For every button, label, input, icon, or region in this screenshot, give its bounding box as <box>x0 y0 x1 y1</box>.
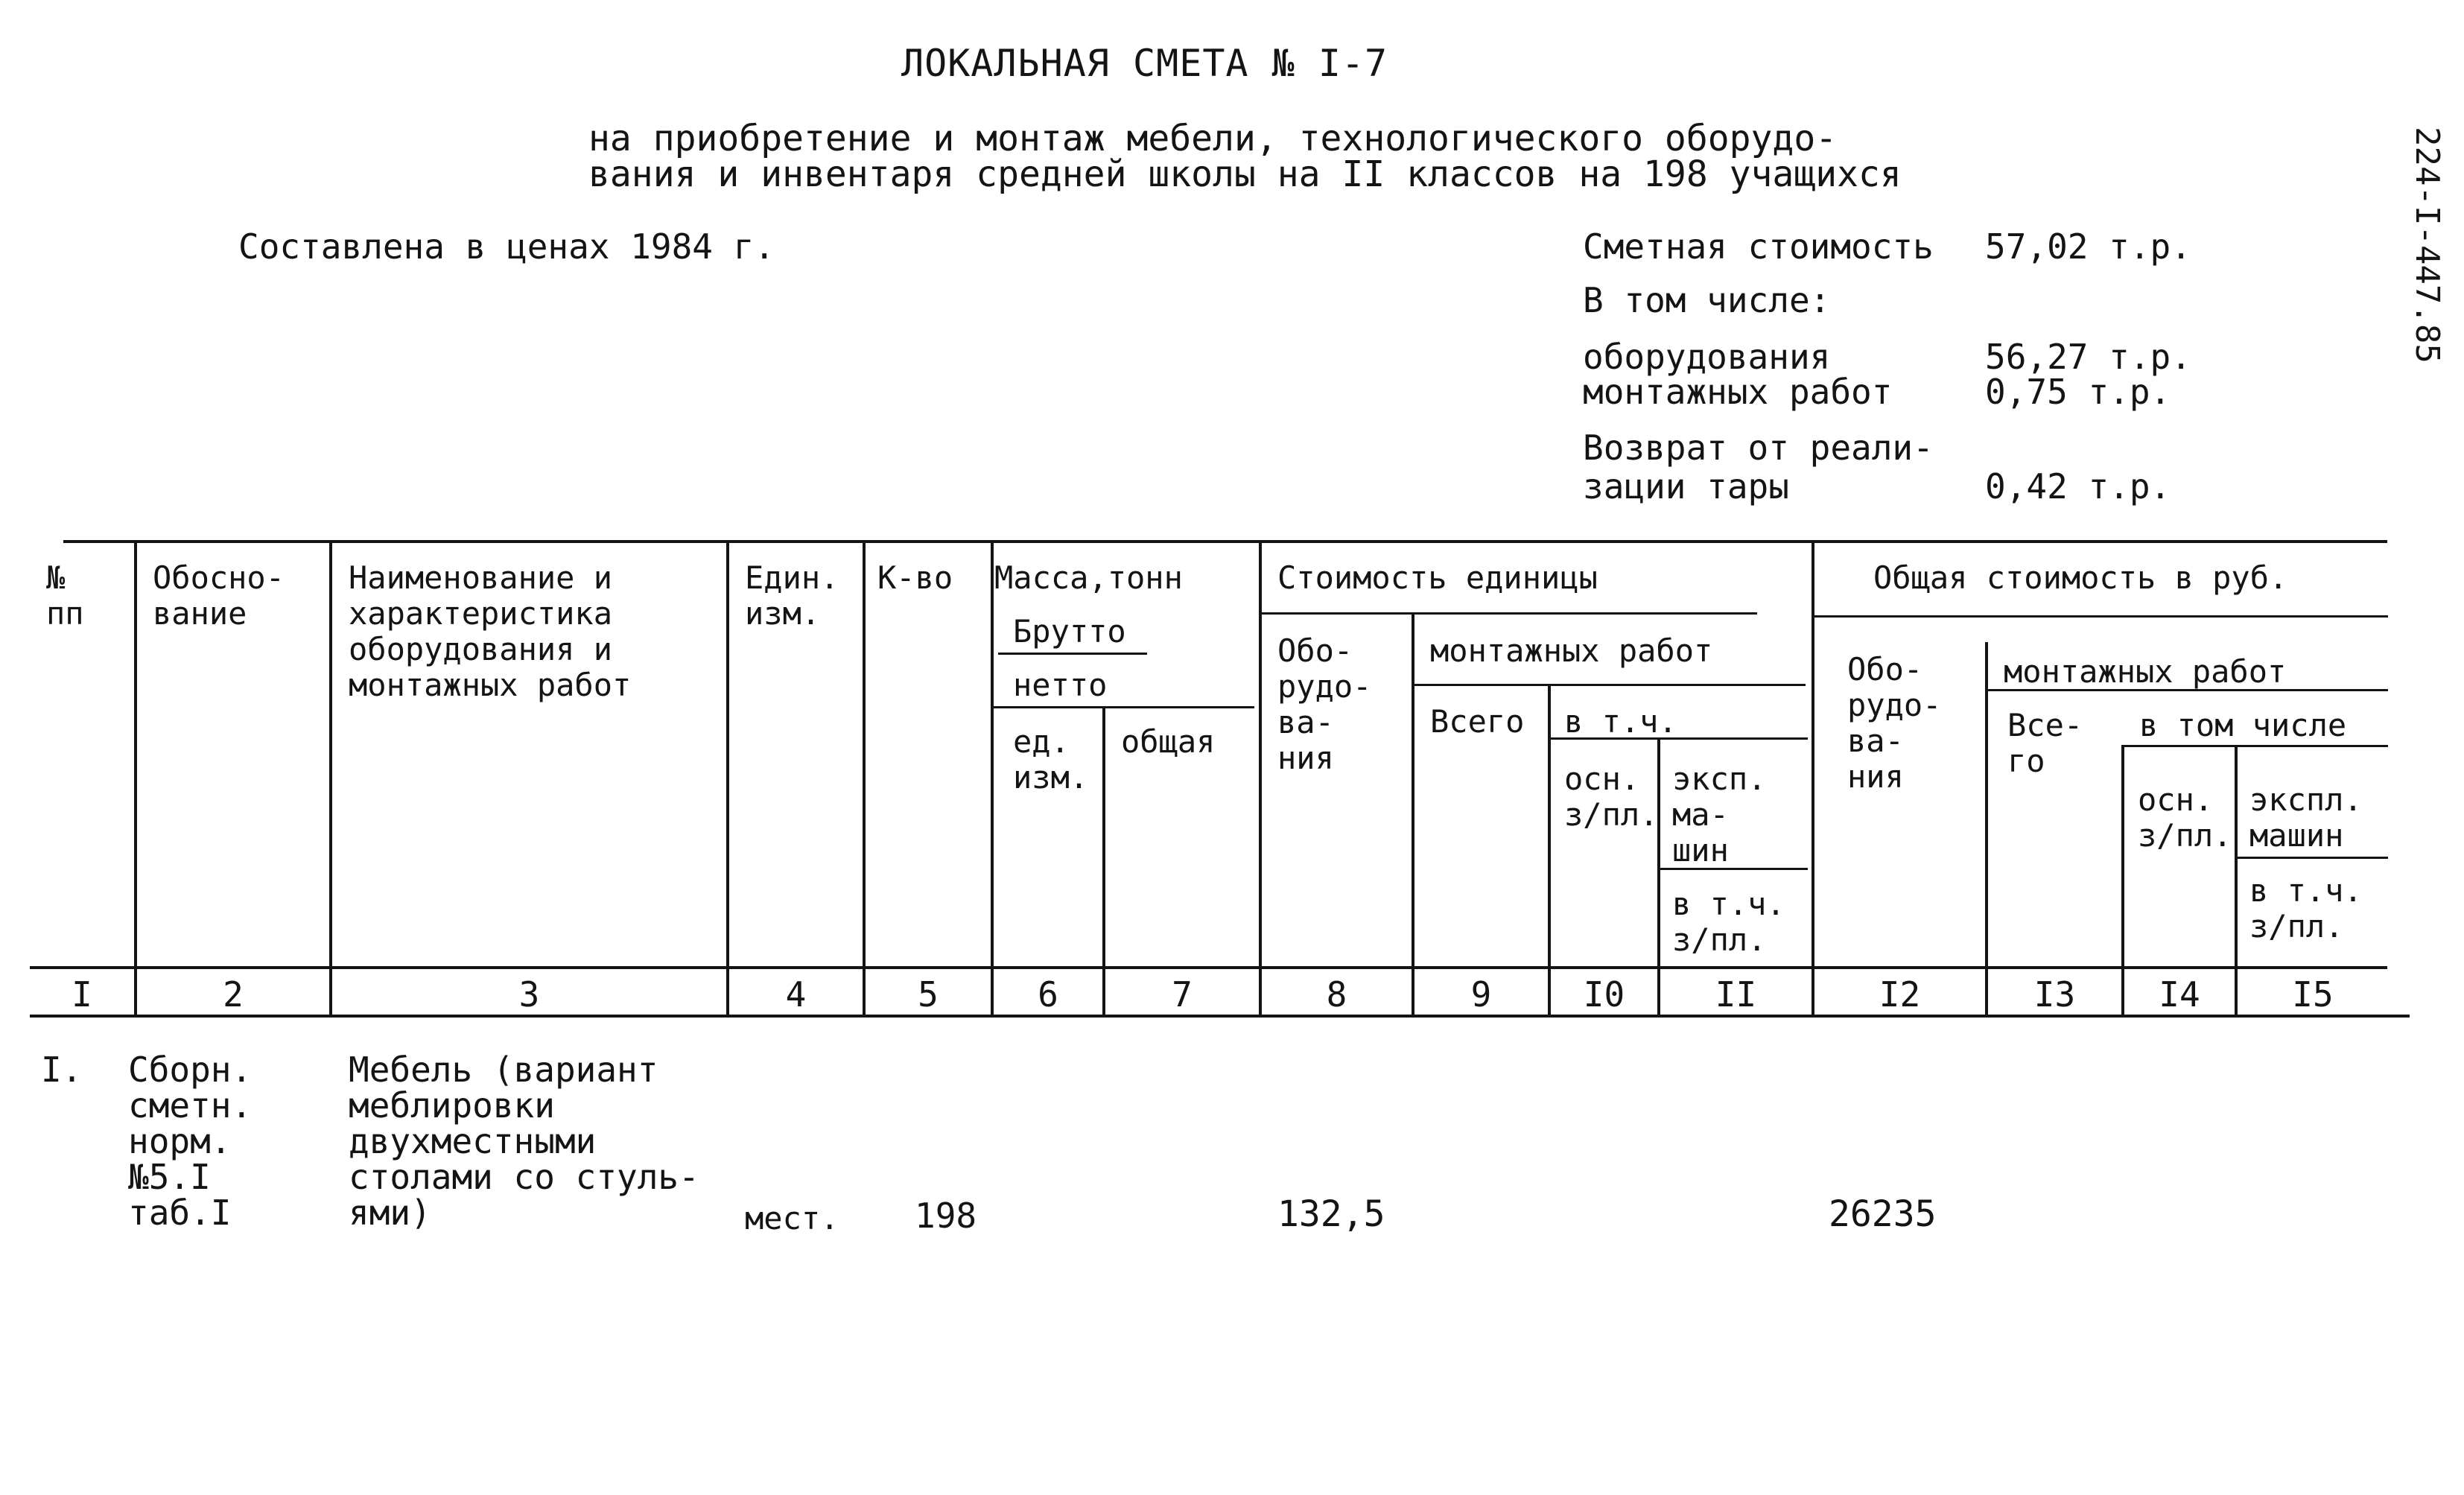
header-col-5: К-во <box>877 559 953 596</box>
install-label: монтажных работ <box>1583 372 1893 412</box>
header-col-14: осн. з/пл. <box>2138 781 2232 854</box>
vline-11 <box>1812 542 1814 1016</box>
header-netto: нетто <box>1013 667 1108 703</box>
row-unit: мест. <box>745 1200 839 1237</box>
unit-cost-underline <box>1262 612 1757 615</box>
install-unit-underline <box>1414 684 1806 686</box>
header-incl-unit: в т.ч. <box>1564 703 1677 740</box>
header-col-12: Обо- рудо- ва- ния <box>1847 651 1942 795</box>
column-number: 7 <box>1172 974 1193 1015</box>
header-col-13: Все- го <box>2007 707 2083 779</box>
equipment-label: оборудования <box>1583 337 1831 377</box>
including-label: В том числе: <box>1583 280 1831 320</box>
header-col-15: экспл. машин <box>2249 781 2363 854</box>
document-title: ЛОКАЛЬНАЯ СМЕТА № I-7 <box>901 42 1388 85</box>
prices-note: Составлена в ценах 1984 г. <box>238 226 775 267</box>
row-number: I. <box>41 1050 83 1090</box>
header-col-1: № пп <box>46 559 84 632</box>
cost-value: 57,02 т.р. <box>1985 226 2191 267</box>
column-number: 3 <box>518 974 540 1015</box>
vline-4 <box>863 542 866 1016</box>
vline-9 <box>1548 685 1551 1016</box>
column-number-top-rule <box>30 966 2387 969</box>
row-name: Мебель (вариант меблировки двухместными столами со стуль- ями) <box>349 1050 699 1233</box>
header-install-total: монтажных работ <box>2004 653 2287 690</box>
document-stamp: 224-I-447.85 <box>2408 127 2446 364</box>
row-unit-equipment-cost: 132,5 <box>1277 1193 1385 1235</box>
header-col-6: ед. изм. <box>1013 723 1089 796</box>
column-number: I3 <box>2033 974 2076 1015</box>
column-number: 9 <box>1470 974 1492 1015</box>
document-subtitle-line-2: вания и инвентаря средней школы на II классов на 198 учащихся <box>588 153 1902 195</box>
column-number: 8 <box>1326 974 1347 1015</box>
vline-12 <box>1985 642 1988 1016</box>
column-number: II <box>1715 974 1757 1015</box>
column-number: I4 <box>2159 974 2200 1015</box>
header-col-11: эксп. ма- шин <box>1672 761 1767 869</box>
vline-5 <box>991 542 994 1016</box>
header-mass: Масса,тонн <box>994 559 1183 596</box>
row-basis: Сборн. сметн. норм. №5.I таб.I <box>128 1050 253 1233</box>
header-incl-total: в том числе <box>2139 707 2347 743</box>
vline-3 <box>726 542 729 1016</box>
vline-14 <box>2235 745 2238 1016</box>
return-value: 0,42 т.р. <box>1985 466 2171 507</box>
row-total-equipment-cost: 26235 <box>1829 1193 1937 1235</box>
total-cost-underline <box>1814 615 2388 618</box>
cost-label: Сметная стоимость <box>1583 226 1934 267</box>
header-col-7: общая <box>1121 723 1216 760</box>
column-number: 5 <box>918 974 939 1015</box>
header-col-2: Обосно- вание <box>153 559 285 632</box>
header-col-10: осн. з/пл. <box>1564 761 1659 833</box>
row-qty: 198 <box>915 1196 977 1236</box>
vline-2 <box>329 542 332 1016</box>
column-number: 6 <box>1038 974 1058 1015</box>
col15-underline <box>2238 857 2388 859</box>
header-col-8: Обо- рудо- ва- ния <box>1277 632 1372 776</box>
table-top-rule <box>63 540 2387 543</box>
column-number-bottom-rule <box>30 1015 2410 1018</box>
header-col-3: Наименование и характеристика оборудования и монтажных работ <box>349 559 632 703</box>
column-number: I <box>72 974 92 1015</box>
vline-13 <box>2121 745 2124 1016</box>
vline-1 <box>134 542 137 1016</box>
netto-underline <box>994 706 1254 708</box>
vline-8 <box>1412 615 1414 1016</box>
column-number: 2 <box>223 974 244 1015</box>
vline-6 <box>1102 706 1105 1016</box>
header-total-cost: Общая стоимость в руб. <box>1873 559 2288 596</box>
incl-total-underline <box>2124 745 2388 747</box>
header-col-4: Един. изм. <box>745 559 839 632</box>
return-label-1: Возврат от реали- <box>1583 428 1934 468</box>
header-col-15b: в т.ч. з/пл. <box>2249 872 2363 945</box>
header-brutto: Брутто <box>1013 613 1126 650</box>
column-number: 4 <box>785 974 807 1015</box>
header-col-9: Всего <box>1430 703 1525 740</box>
brutto-underline <box>998 653 1147 655</box>
header-install-unit: монтажных работ <box>1430 632 1713 669</box>
header-unit-cost: Стоимость единицы <box>1277 559 1598 596</box>
header-col-11b: в т.ч. з/пл. <box>1672 886 1785 958</box>
install-value: 0,75 т.р. <box>1985 372 2171 412</box>
equipment-value: 56,27 т.р. <box>1985 337 2191 377</box>
document-subtitle-line-1: на приобретение и монтаж мебели, технологического оборудо- <box>588 118 1838 159</box>
return-label-2: зации тары <box>1583 466 1789 507</box>
column-number: I0 <box>1583 974 1625 1015</box>
column-number: I5 <box>2292 974 2334 1015</box>
column-number: I2 <box>1879 974 1921 1015</box>
